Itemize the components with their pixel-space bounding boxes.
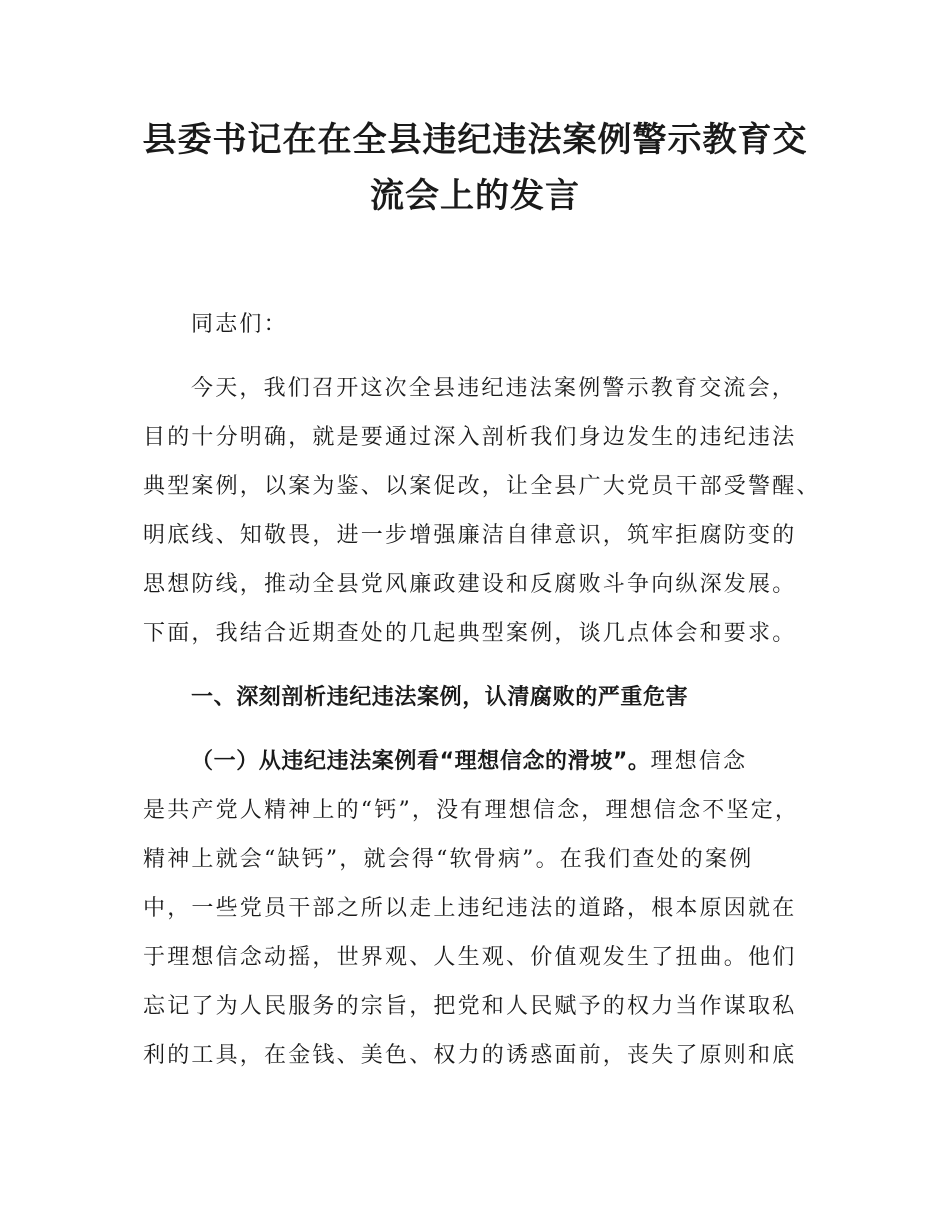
section-heading-1: 一、深刻剖析违纪违法案例，认清腐败的严重危害 xyxy=(191,685,689,710)
paragraph-line: 中，一些党员干部之所以走上违纪违法的道路，根本原因就在 xyxy=(143,896,797,921)
paragraph-line xyxy=(143,737,815,786)
paragraph-line: 目的十分明确，就是要通过深入剖析我们身边发生的违纪违法 xyxy=(143,425,797,450)
paragraph-line: 下面，我结合近期查处的几起典型案例，谈几点体会和要求。 xyxy=(143,621,797,646)
paragraph-intro xyxy=(143,364,821,658)
paragraph-line: 精神上就会“缺钙”，就会得“软骨病”。在我们查处的案例 xyxy=(143,847,754,872)
paragraph-line: 明底线、知敬畏，进一步增强廉洁自律意识，筑牢拒腐防变的 xyxy=(143,523,797,548)
subsection-first-line-rest: 理想信念 xyxy=(650,749,748,774)
document-title xyxy=(120,112,830,224)
paragraph-line: 思想防线，推动全县党风廉政建设和反腐败斗争向纵深发展。 xyxy=(143,572,797,597)
title-line-2: 流会上的发言 xyxy=(370,176,580,216)
subsection-heading-1: （一）从违纪违法案例看“理想信念的滑坡”。 xyxy=(191,749,651,774)
paragraph-subsection-1 xyxy=(143,737,815,1080)
salutation: 同志们： xyxy=(191,312,288,337)
paragraph-line: 忘记了为人民服务的宗旨，把党和人民赋予的权力当作谋取私 xyxy=(143,994,797,1019)
paragraph-line: 利的工具，在金钱、美色、权力的诱惑面前，丧失了原则和底 xyxy=(143,1043,797,1068)
paragraph-line: 是共产党人精神上的“钙”，没有理想信念，理想信念不坚定， xyxy=(143,798,800,823)
title-line-1: 县委书记在在全县违纪违法案例警示教育交 xyxy=(142,120,808,160)
paragraph-line: 典型案例，以案为鉴、以案促改，让全县广大党员干部受警醒、 xyxy=(143,474,821,499)
paragraph-line: 今天，我们召开这次全县违纪违法案例警示教育交流会， xyxy=(191,376,797,401)
document-body xyxy=(143,300,821,1080)
paragraph-line: 于理想信念动摇，世界观、人生观、价值观发生了扭曲。他们 xyxy=(143,945,797,970)
